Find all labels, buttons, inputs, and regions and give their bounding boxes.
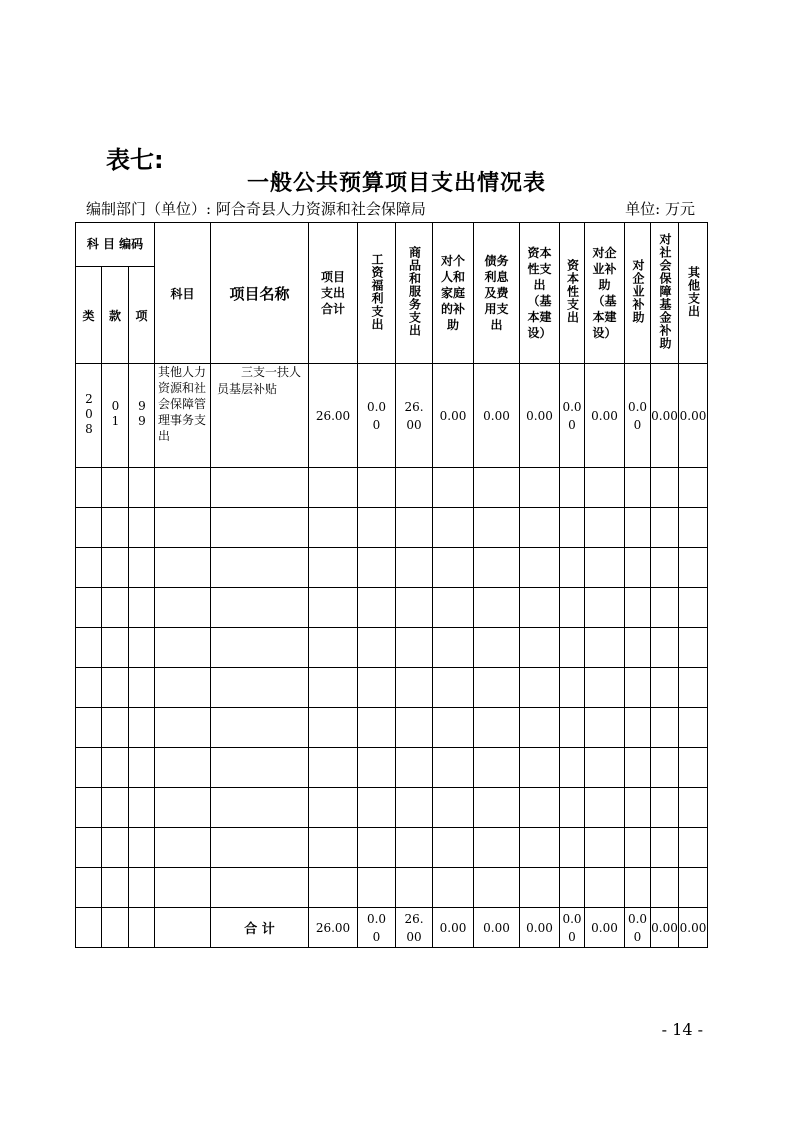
header-social-fund: 对社会保障基金补助 [651, 223, 679, 364]
blank-cell [679, 748, 708, 788]
blank-cell [520, 828, 560, 868]
blank-cell [396, 828, 433, 868]
total-capital-basic: 0.00 [520, 908, 560, 948]
blank-cell [625, 748, 651, 788]
total-social-fund: 0.00 [651, 908, 679, 948]
blank-cell [433, 588, 474, 628]
blank-cell [155, 828, 211, 868]
blank-cell [155, 508, 211, 548]
blank-cell [560, 788, 585, 828]
total-project-total: 26.00 [309, 908, 358, 948]
cell-project-name: 三支一扶人员基层补贴 [211, 364, 309, 468]
cell-project-total: 26.00 [309, 364, 358, 468]
blank-cell [433, 708, 474, 748]
blank-cell [155, 668, 211, 708]
blank-cell [76, 788, 102, 828]
blank-cell [102, 868, 129, 908]
blank-cell [155, 748, 211, 788]
total-other: 0.00 [679, 908, 708, 948]
blank-cell [155, 708, 211, 748]
blank-cell [76, 668, 102, 708]
blank-cell [679, 628, 708, 668]
blank-cell [396, 708, 433, 748]
blank-cell [651, 548, 679, 588]
blank-cell [651, 668, 679, 708]
cell-goods: 26.00 [396, 364, 433, 468]
blank-cell [358, 788, 396, 828]
blank-cell [358, 748, 396, 788]
blank-cell [309, 868, 358, 908]
blank-cell [76, 908, 102, 948]
empty-row [76, 748, 708, 788]
blank-cell [102, 788, 129, 828]
blank-cell [129, 868, 155, 908]
blank-cell [520, 708, 560, 748]
blank-cell [358, 708, 396, 748]
blank-cell [396, 788, 433, 828]
blank-cell [211, 468, 309, 508]
blank-cell [76, 468, 102, 508]
header-project-total: 项目支出合计 [309, 223, 358, 364]
blank-cell [309, 628, 358, 668]
blank-cell [433, 748, 474, 788]
blank-cell [679, 588, 708, 628]
blank-cell [211, 868, 309, 908]
blank-cell [585, 508, 625, 548]
blank-cell [520, 868, 560, 908]
header-debt: 债务利息及费用支出 [474, 223, 520, 364]
header-other: 其他支出 [679, 223, 708, 364]
cell-other: 0.00 [679, 364, 708, 468]
blank-cell [358, 548, 396, 588]
cell-subject: 其他人力资源和社会保障管理事务支出 [155, 364, 211, 468]
blank-cell [358, 868, 396, 908]
blank-cell [102, 708, 129, 748]
blank-cell [651, 748, 679, 788]
blank-cell [102, 628, 129, 668]
blank-cell [155, 868, 211, 908]
blank-cell [560, 668, 585, 708]
blank-cell [679, 548, 708, 588]
blank-cell [358, 628, 396, 668]
cell-lei: 208 [76, 364, 102, 468]
blank-cell [585, 868, 625, 908]
cell-enterprise: 0.00 [625, 364, 651, 468]
blank-cell [309, 668, 358, 708]
blank-cell [651, 588, 679, 628]
blank-cell [155, 908, 211, 948]
total-enterprise: 0.00 [625, 908, 651, 948]
blank-cell [474, 468, 520, 508]
blank-cell [474, 748, 520, 788]
blank-cell [102, 908, 129, 948]
blank-cell [474, 708, 520, 748]
empty-row [76, 628, 708, 668]
blank-cell [560, 588, 585, 628]
empty-row [76, 468, 708, 508]
blank-cell [396, 588, 433, 628]
empty-row [76, 828, 708, 868]
blank-cell [679, 468, 708, 508]
blank-cell [129, 588, 155, 628]
empty-row [76, 508, 708, 548]
blank-cell [76, 868, 102, 908]
blank-cell [585, 708, 625, 748]
blank-cell [396, 548, 433, 588]
blank-cell [585, 668, 625, 708]
blank-cell [76, 628, 102, 668]
header-personal: 对个人和家庭的补助 [433, 223, 474, 364]
blank-cell [625, 868, 651, 908]
blank-cell [651, 508, 679, 548]
blank-cell [396, 508, 433, 548]
blank-cell [520, 588, 560, 628]
blank-cell [102, 748, 129, 788]
blank-cell [679, 788, 708, 828]
header-project-name: 项目名称 [211, 223, 309, 364]
empty-row [76, 548, 708, 588]
blank-cell [474, 668, 520, 708]
blank-cell [474, 868, 520, 908]
blank-cell [129, 708, 155, 748]
blank-cell [102, 828, 129, 868]
blank-cell [520, 508, 560, 548]
blank-cell [129, 748, 155, 788]
blank-cell [76, 828, 102, 868]
blank-cell [474, 788, 520, 828]
cell-personal: 0.00 [433, 364, 474, 468]
total-wages: 0.00 [358, 908, 396, 948]
blank-cell [129, 628, 155, 668]
blank-cell [625, 708, 651, 748]
table-label: 表七: [106, 146, 164, 174]
blank-cell [129, 908, 155, 948]
blank-cell [211, 588, 309, 628]
blank-cell [129, 828, 155, 868]
blank-cell [309, 508, 358, 548]
blank-cell [211, 668, 309, 708]
total-personal: 0.00 [433, 908, 474, 948]
blank-cell [679, 708, 708, 748]
blank-cell [76, 748, 102, 788]
blank-cell [625, 668, 651, 708]
blank-cell [474, 508, 520, 548]
header-capital-basic: 资本性支出（基本建设） [520, 223, 560, 364]
header-code-group: 科 目 编码 [76, 223, 155, 267]
blank-cell [102, 548, 129, 588]
total-row [76, 908, 708, 948]
blank-cell [560, 868, 585, 908]
blank-cell [129, 548, 155, 588]
blank-cell [585, 788, 625, 828]
blank-cell [474, 628, 520, 668]
blank-cell [560, 708, 585, 748]
total-enterprise-basic: 0.00 [585, 908, 625, 948]
empty-row [76, 868, 708, 908]
blank-cell [625, 788, 651, 828]
cell-xiang: 99 [129, 364, 155, 468]
unit-label: 单位: 万元 [625, 200, 695, 218]
blank-cell [129, 668, 155, 708]
blank-cell [560, 548, 585, 588]
blank-cell [358, 588, 396, 628]
blank-cell [129, 468, 155, 508]
blank-cell [625, 508, 651, 548]
blank-cell [102, 468, 129, 508]
total-goods: 26.00 [396, 908, 433, 948]
blank-cell [433, 668, 474, 708]
blank-cell [560, 468, 585, 508]
cell-capital: 0.00 [560, 364, 585, 468]
empty-row [76, 668, 708, 708]
blank-cell [560, 628, 585, 668]
blank-cell [76, 708, 102, 748]
blank-cell [585, 828, 625, 868]
blank-cell [309, 468, 358, 508]
blank-cell [520, 668, 560, 708]
blank-cell [211, 548, 309, 588]
blank-cell [129, 508, 155, 548]
blank-cell [433, 628, 474, 668]
blank-cell [358, 508, 396, 548]
blank-cell [585, 468, 625, 508]
blank-cell [309, 588, 358, 628]
total-debt: 0.00 [474, 908, 520, 948]
empty-row [76, 588, 708, 628]
empty-row [76, 708, 708, 748]
blank-cell [560, 508, 585, 548]
blank-cell [651, 868, 679, 908]
header-enterprise-basic: 对企业补助（基本建设） [585, 223, 625, 364]
cell-wages: 0.00 [358, 364, 396, 468]
blank-cell [679, 868, 708, 908]
blank-cell [585, 748, 625, 788]
cell-debt: 0.00 [474, 364, 520, 468]
header-lei: 类 [76, 267, 102, 364]
blank-cell [560, 828, 585, 868]
total-label: 合 计 [211, 908, 309, 948]
header-xiang: 项 [129, 267, 155, 364]
blank-cell [211, 708, 309, 748]
blank-cell [433, 508, 474, 548]
cell-capital-basic: 0.00 [520, 364, 560, 468]
blank-cell [433, 788, 474, 828]
blank-cell [309, 748, 358, 788]
blank-cell [651, 468, 679, 508]
blank-cell [155, 628, 211, 668]
blank-cell [433, 548, 474, 588]
blank-cell [625, 548, 651, 588]
department-line: 编制部门（单位）: 阿合奇县人力资源和社会保障局 [86, 200, 426, 218]
blank-cell [155, 588, 211, 628]
blank-cell [520, 548, 560, 588]
blank-cell [651, 788, 679, 828]
blank-cell [102, 508, 129, 548]
blank-cell [433, 868, 474, 908]
blank-cell [679, 668, 708, 708]
blank-cell [155, 788, 211, 828]
blank-cell [211, 748, 309, 788]
blank-cell [625, 828, 651, 868]
blank-cell [520, 468, 560, 508]
blank-cell [560, 748, 585, 788]
header-enterprise: 对企业补助 [625, 223, 651, 364]
header-wages: 工资福利支出 [358, 223, 396, 364]
blank-cell [211, 828, 309, 868]
document-title: 一般公共预算项目支出情况表 [246, 171, 546, 196]
blank-cell [520, 628, 560, 668]
blank-cell [474, 548, 520, 588]
empty-row [76, 788, 708, 828]
blank-cell [651, 708, 679, 748]
blank-cell [625, 588, 651, 628]
blank-cell [358, 468, 396, 508]
blank-cell [474, 588, 520, 628]
blank-cell [155, 548, 211, 588]
blank-cell [76, 588, 102, 628]
blank-cell [396, 468, 433, 508]
header-subject: 科目 [155, 223, 211, 364]
blank-cell [309, 548, 358, 588]
blank-cell [309, 708, 358, 748]
blank-cell [520, 788, 560, 828]
blank-cell [396, 748, 433, 788]
blank-cell [651, 628, 679, 668]
blank-cell [625, 468, 651, 508]
blank-cell [155, 468, 211, 508]
blank-cell [211, 508, 309, 548]
blank-cell [474, 828, 520, 868]
blank-cell [679, 508, 708, 548]
blank-cell [358, 828, 396, 868]
cell-kuan: 01 [102, 364, 129, 468]
cell-social-fund: 0.00 [651, 364, 679, 468]
blank-cell [396, 868, 433, 908]
blank-cell [651, 828, 679, 868]
blank-cell [585, 548, 625, 588]
blank-cell [358, 668, 396, 708]
blank-cell [102, 588, 129, 628]
blank-cell [396, 628, 433, 668]
blank-cell [211, 628, 309, 668]
page-number: - 14 - [661, 1020, 703, 1039]
blank-cell [211, 788, 309, 828]
blank-cell [433, 468, 474, 508]
cell-enterprise-basic: 0.00 [585, 364, 625, 468]
budget-table [75, 222, 708, 948]
blank-cell [625, 628, 651, 668]
blank-cell [520, 748, 560, 788]
blank-cell [585, 628, 625, 668]
total-capital: 0.00 [560, 908, 585, 948]
blank-cell [309, 828, 358, 868]
blank-cell [309, 788, 358, 828]
blank-cell [102, 668, 129, 708]
blank-cell [396, 668, 433, 708]
table-row [76, 364, 708, 468]
header-capital: 资本性支出 [560, 223, 585, 364]
blank-cell [76, 508, 102, 548]
header-kuan: 款 [102, 267, 129, 364]
blank-cell [433, 828, 474, 868]
header-goods: 商品和服务支出 [396, 223, 433, 364]
blank-cell [129, 788, 155, 828]
blank-cell [585, 588, 625, 628]
blank-cell [679, 828, 708, 868]
blank-cell [76, 548, 102, 588]
